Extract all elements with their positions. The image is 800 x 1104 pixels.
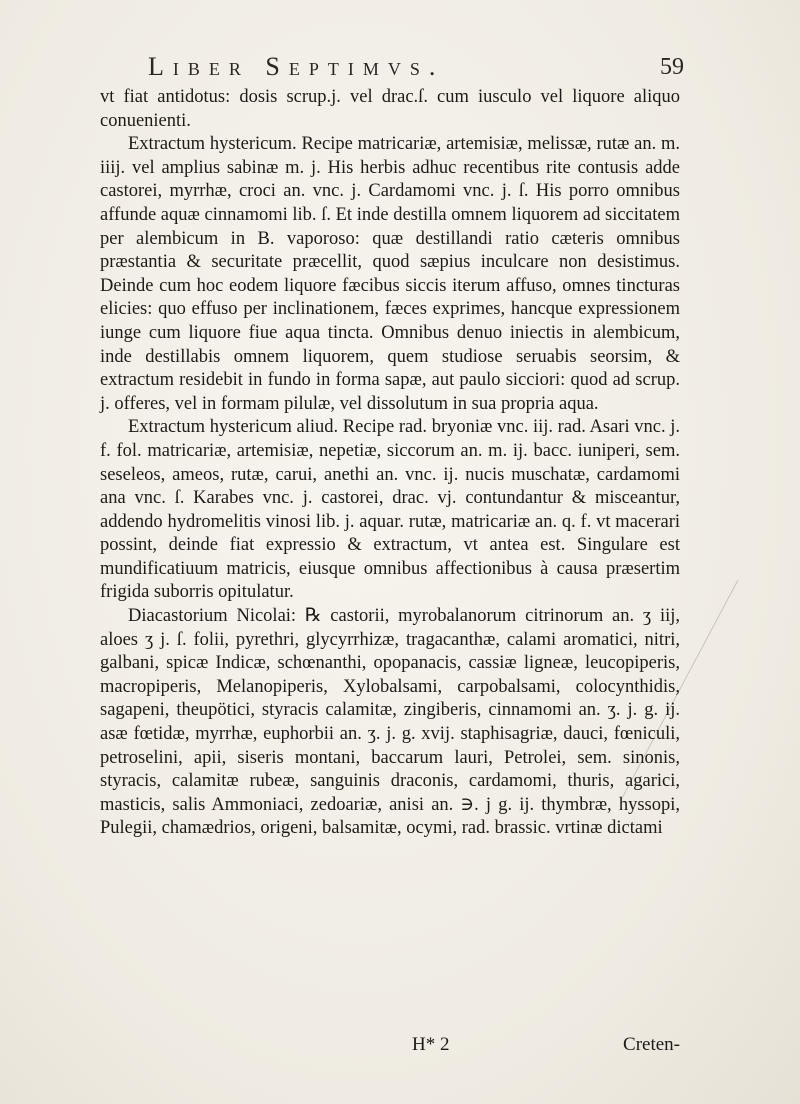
page-number: 59 bbox=[660, 54, 684, 80]
running-title: Liber Septimvs. bbox=[148, 52, 445, 81]
catchword: Creten- bbox=[623, 1034, 680, 1055]
running-head bbox=[0, 52, 800, 86]
body-text bbox=[100, 86, 680, 841]
signature-mark: H* 2 bbox=[412, 1034, 450, 1055]
paragraph: Extractum hystericum aliud. Recipe rad. bryoniæ vnc. iij. rad. Asari vnc. j. f. fol. matricariæ, artemisiæ, nepetiæ, siccorum an. m. ij. bacc. iuniperi, sem. seseleos, ameos, rutæ, carui, anethi an. vnc. ij. nucis muschatæ, cardamomi ana vnc. ſ. Karabes vnc. j. castorei, drac. vj. contundantur & misceantur, addendo hydromelitis vinosi lib. j. aquar. rutæ, matricariæ an. q. f. vt macerari possint, deinde fiat expressio & extractum, vt antea est. Singulare est mundificatiuum matricis, eiusque omnibus affectionibus à causa præsertim frigida suborris opitulatur. bbox=[100, 417, 680, 603]
paragraph: Extractum hystericum. Recipe matricariæ, artemisiæ, melissæ, rutæ an. m. iiij. vel amplius sabinæ m. j. His herbis adhuc recentibus rite contusis adde castorei, myrrhæ, croci an. vnc. j. Cardamomi vnc. j. ſ. His porro omnibus affunde aquæ cinnamomi lib. ſ. Et inde destilla omnem liquorem ad siccitatem per alembicum in B. vaporoso: quæ destillandi ratio cæteris omnibus præstantia & securitate præcellit, quod sæpius inculcare non desistimus. Deinde cum hoc eodem liquore fæcibus siccis iterum affuso, omnes tincturas elicies: quo effuso per inclinationem, fæces exprimes, hancque expressionem iunge cum liquore fiue aqua tincta. Omnibus denuo iniectis in alembicum, inde destillabis omnem liquorem, quem studiose seruabis seorsim, & extractum residebit in fundo in forma sapæ, aut paulo sicciori: quod ad scrup. j. offeres, vel in formam pilulæ, vel dissolutum in sua propria aqua. bbox=[100, 134, 680, 414]
paragraph: Diacastorium Nicolai: ℞ castorii, myrobalanorum citrinorum an. ʒ iij, aloes ʒ j. ſ. folii, pyrethri, glycyrrhizæ, tragacanthæ, calami aromatici, nitri, galbani, spicæ Indicæ, schœnanthi, opopanacis, cassiæ ligneæ, leucopiperis, macropiperis, Melanopiperis, Xylobalsami, carpobalsami, colocynthidis, sagapeni, theupötici, styracis calamitæ, zingiberis, cinnamomi an. ʒ. j. g. ij. asæ fœtidæ, myrrhæ, euphorbii an. ʒ. j. g. xvij. staphisagriæ, dauci, fœniculi, petroselini, apii, siseris montani, baccarum lauri, Petrolei, sem. sinonis, styracis, calamitæ rubeæ, sanguinis draconis, cardamomi, thuris, agarici, masticis, salis Ammoniaci, zedoariæ, anisi an. ∋. j g. ij. thymbræ, hyssopi, Pulegii, chamædrios, origeni, balsamitæ, ocymi, rad. brassic. vrtinæ dictami bbox=[100, 606, 680, 839]
page-footer bbox=[100, 1034, 680, 1060]
paragraph: vt fiat antidotus: dosis scrup.j. vel drac.ſ. cum iusculo vel liquore aliquo conuenienti. bbox=[100, 87, 680, 131]
